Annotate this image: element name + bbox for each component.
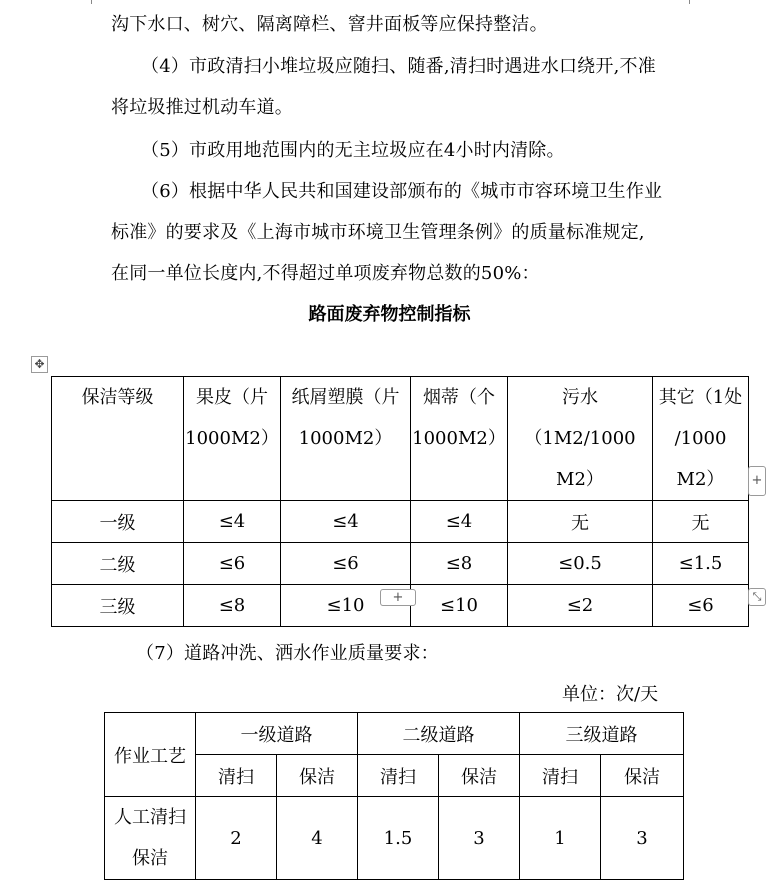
header-cell[interactable]: 清扫 <box>520 755 601 797</box>
table-cell[interactable]: ≤4 <box>411 501 508 543</box>
table-cell[interactable]: ≤1.5 <box>653 543 749 585</box>
table-cell[interactable]: 一级 <box>52 501 184 543</box>
table-cell[interactable]: 三级 <box>52 585 184 627</box>
header-cell[interactable]: 其它（1处 /1000 M2） <box>653 377 749 501</box>
section-heading: （7）道路冲洗、洒水作业质量要求： <box>136 643 439 664</box>
header-cell[interactable]: 保洁等级 <box>52 377 184 501</box>
table-cell[interactable]: 2 <box>196 797 277 880</box>
paragraph-line: 标准》的要求及《上海市城市环境卫生管理条例》的质量标准规定, <box>111 222 645 243</box>
table-cell[interactable]: 1.5 <box>358 797 439 880</box>
table-title: 路面废弃物控制指标 <box>308 304 471 325</box>
table-cell[interactable]: ≤6 <box>653 585 749 627</box>
header-cell[interactable]: 污水（1M2/1000 M2） <box>508 377 653 501</box>
table-row <box>52 543 749 585</box>
table-cell[interactable]: 3 <box>601 797 684 880</box>
table-cell[interactable]: 二级 <box>52 543 184 585</box>
table-row <box>105 797 684 880</box>
header-cell[interactable]: 三级道路 <box>520 713 684 755</box>
table-cell[interactable]: ≤0.5 <box>508 543 653 585</box>
header-cell[interactable]: 二级道路 <box>358 713 520 755</box>
header-cell[interactable]: 果皮（片 1000M2） <box>184 377 281 501</box>
page-corner-mark <box>91 0 92 4</box>
move-icon[interactable]: ✥ <box>31 356 48 373</box>
header-cell[interactable]: 一级道路 <box>196 713 358 755</box>
header-cell[interactable]: 作业工艺 <box>105 713 196 797</box>
paragraph-line: （4）市政清扫小堆垃圾应随扫、随番,清扫时遇进水口绕开,不准 <box>141 56 656 77</box>
unit-label: 单位：次/天 <box>562 684 659 705</box>
header-cell[interactable]: 保洁 <box>439 755 520 797</box>
table-cell[interactable]: ≤10 <box>411 585 508 627</box>
table-cell[interactable]: ≤2 <box>508 585 653 627</box>
paragraph-line: 在同一单位长度内,不得超过单项废弃物总数的50%： <box>111 263 540 284</box>
header-cell[interactable]: 清扫 <box>196 755 277 797</box>
table-cell[interactable]: 3 <box>439 797 520 880</box>
table-cell[interactable]: ≤8 <box>411 543 508 585</box>
table-cell[interactable]: 1 <box>520 797 601 880</box>
add-row-button[interactable]: + <box>380 589 416 606</box>
table-cell[interactable]: ≤6 <box>184 543 281 585</box>
paragraph-line: （6）根据中华人民共和国建设部颁布的《城市市容环境卫生作业 <box>141 181 663 202</box>
table-cell[interactable]: ≤10 <box>281 585 411 627</box>
table-cell[interactable]: 无 <box>508 501 653 543</box>
header-cell[interactable]: 保洁 <box>601 755 684 797</box>
table-cell[interactable]: ≤6 <box>281 543 411 585</box>
header-cell[interactable]: 烟蒂（个 1000M2） <box>411 377 508 501</box>
header-cell[interactable]: 保洁 <box>277 755 358 797</box>
paragraph-line: （5）市政用地范围内的无主垃圾应在4小时内清除。 <box>141 140 565 161</box>
page-corner-mark <box>689 0 690 4</box>
table-cell[interactable]: ≤8 <box>184 585 281 627</box>
road-washing-table <box>104 712 684 880</box>
table-cell[interactable]: ≤4 <box>184 501 281 543</box>
paragraph-line: 将垃圾推过机动车道。 <box>111 97 293 118</box>
table-cell[interactable]: ≤4 <box>281 501 411 543</box>
table-header-row <box>105 713 684 755</box>
table-cell[interactable]: 无 <box>653 501 749 543</box>
header-cell[interactable]: 清扫 <box>358 755 439 797</box>
resize-diagonal-icon[interactable]: ⤡ <box>748 588 766 606</box>
table-cell[interactable]: 人工清扫 保洁 <box>105 797 196 880</box>
table-row <box>52 501 749 543</box>
add-column-button[interactable]: + <box>748 466 766 496</box>
paragraph-line: 沟下水口、树穴、隔离障栏、窨井面板等应保持整洁。 <box>111 14 548 35</box>
header-cell[interactable]: 纸屑塑膜（片 1000M2） <box>281 377 411 501</box>
table-cell[interactable]: 4 <box>277 797 358 880</box>
table-header-row <box>52 377 749 501</box>
